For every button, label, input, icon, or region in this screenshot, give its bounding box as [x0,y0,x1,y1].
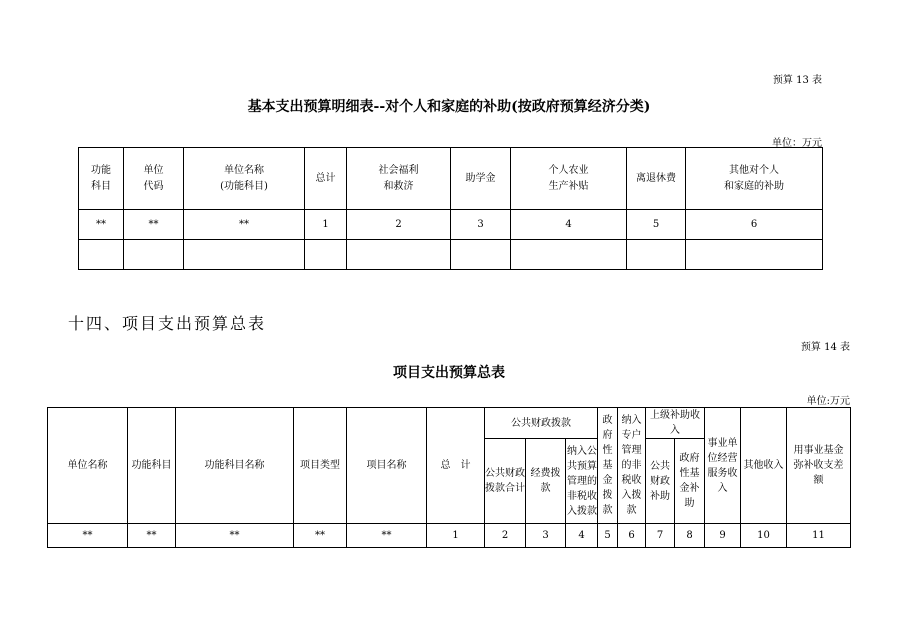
table-cell: 4 [511,210,627,240]
table-13 [78,147,823,270]
table-cell: 2 [347,210,451,240]
table-14 [47,407,851,548]
table-row [79,240,823,270]
header-public-finance-group: 公共财政拨款 [485,408,598,439]
header-superior-subsidy-group: 上级补助收入 [646,408,705,439]
table-cell [79,240,124,270]
header-expense-appropriation: 经费拨款 [526,439,566,524]
table-cell [627,240,686,270]
table-cell: ** [184,210,305,240]
table-cell: ** [347,524,427,548]
header-func-subject: 功能 科目 [79,148,124,210]
table-cell: ** [176,524,294,548]
header-unit-name: 单位名称 (功能科目) [184,148,305,210]
table-cell: 6 [618,524,646,548]
table-cell: 3 [451,210,511,240]
table-cell [124,240,184,270]
header-gov-fund: 政府性基金拨款 [598,408,618,524]
table-13-title: 基本支出预算明细表--对个人和家庭的补助(按政府预算经济分类) [247,99,651,115]
table-13-label: 预算 13 表 [772,75,822,86]
table-cell: ** [294,524,347,548]
table-cell: 3 [526,524,566,548]
table-cell: 2 [485,524,526,548]
table-cell: ** [128,524,176,548]
table-cell: 9 [705,524,741,548]
header-unit-name: 单位名称 [48,408,128,524]
table-cell [451,240,511,270]
table-cell: ** [124,210,184,240]
header-gov-fund-subsidy: 政府性基金补助 [675,439,705,524]
header-retirement: 离退休费 [627,148,686,210]
table-14-unit: 单位:万元 [806,396,850,407]
table-cell [347,240,451,270]
header-total: 总 计 [427,408,485,524]
table-row [79,210,823,240]
table-13-unit: 单位：万元 [772,138,822,149]
table-cell: 7 [646,524,675,548]
table-cell: 5 [598,524,618,548]
table-cell: 8 [675,524,705,548]
header-special-non-tax: 纳入专户管理的非税收入拨款 [618,408,646,524]
header-agri-subsidy: 个人农业 生产补贴 [511,148,627,210]
header-non-tax-income: 纳入公共预算管理的非税收入拨款 [566,439,598,524]
table-cell: 10 [741,524,787,548]
table-cell [511,240,627,270]
header-project-name: 项目名称 [347,408,427,524]
table-cell: 1 [427,524,485,548]
header-business-income: 事业单位经营服务收入 [705,408,741,524]
header-social-welfare: 社会福利 和救济 [347,148,451,210]
header-other-subsidy: 其他对个人 和家庭的补助 [686,148,823,210]
header-func-subject-name: 功能科目名称 [176,408,294,524]
table-cell: ** [48,524,128,548]
table-14-label: 预算 14 表 [800,342,850,353]
header-project-type: 项目类型 [294,408,347,524]
table-cell [686,240,823,270]
table-cell: 1 [305,210,347,240]
table-cell: 5 [627,210,686,240]
header-public-finance-subsidy: 公共财政补助 [646,439,675,524]
table-cell [184,240,305,270]
table-14-title: 项目支出预算总表 [393,365,505,381]
header-fund-balance: 用事业基金弥补收支差额 [787,408,851,524]
header-other-income: 其他收入 [741,408,787,524]
header-scholarship: 助学金 [451,148,511,210]
table-cell [305,240,347,270]
header-unit-code: 单位 代码 [124,148,184,210]
section-heading: 十四、项目支出预算总表 [68,314,267,333]
table-cell: 6 [686,210,823,240]
table-cell: 11 [787,524,851,548]
header-func-subject: 功能科目 [128,408,176,524]
table-14-header-row-1 [48,408,851,439]
table-cell: 4 [566,524,598,548]
table-cell: ** [79,210,124,240]
header-public-finance-total: 公共财政拨款合计 [485,439,526,524]
table-13-header-row [79,148,823,210]
table-row [48,524,851,548]
header-total: 总计 [305,148,347,210]
